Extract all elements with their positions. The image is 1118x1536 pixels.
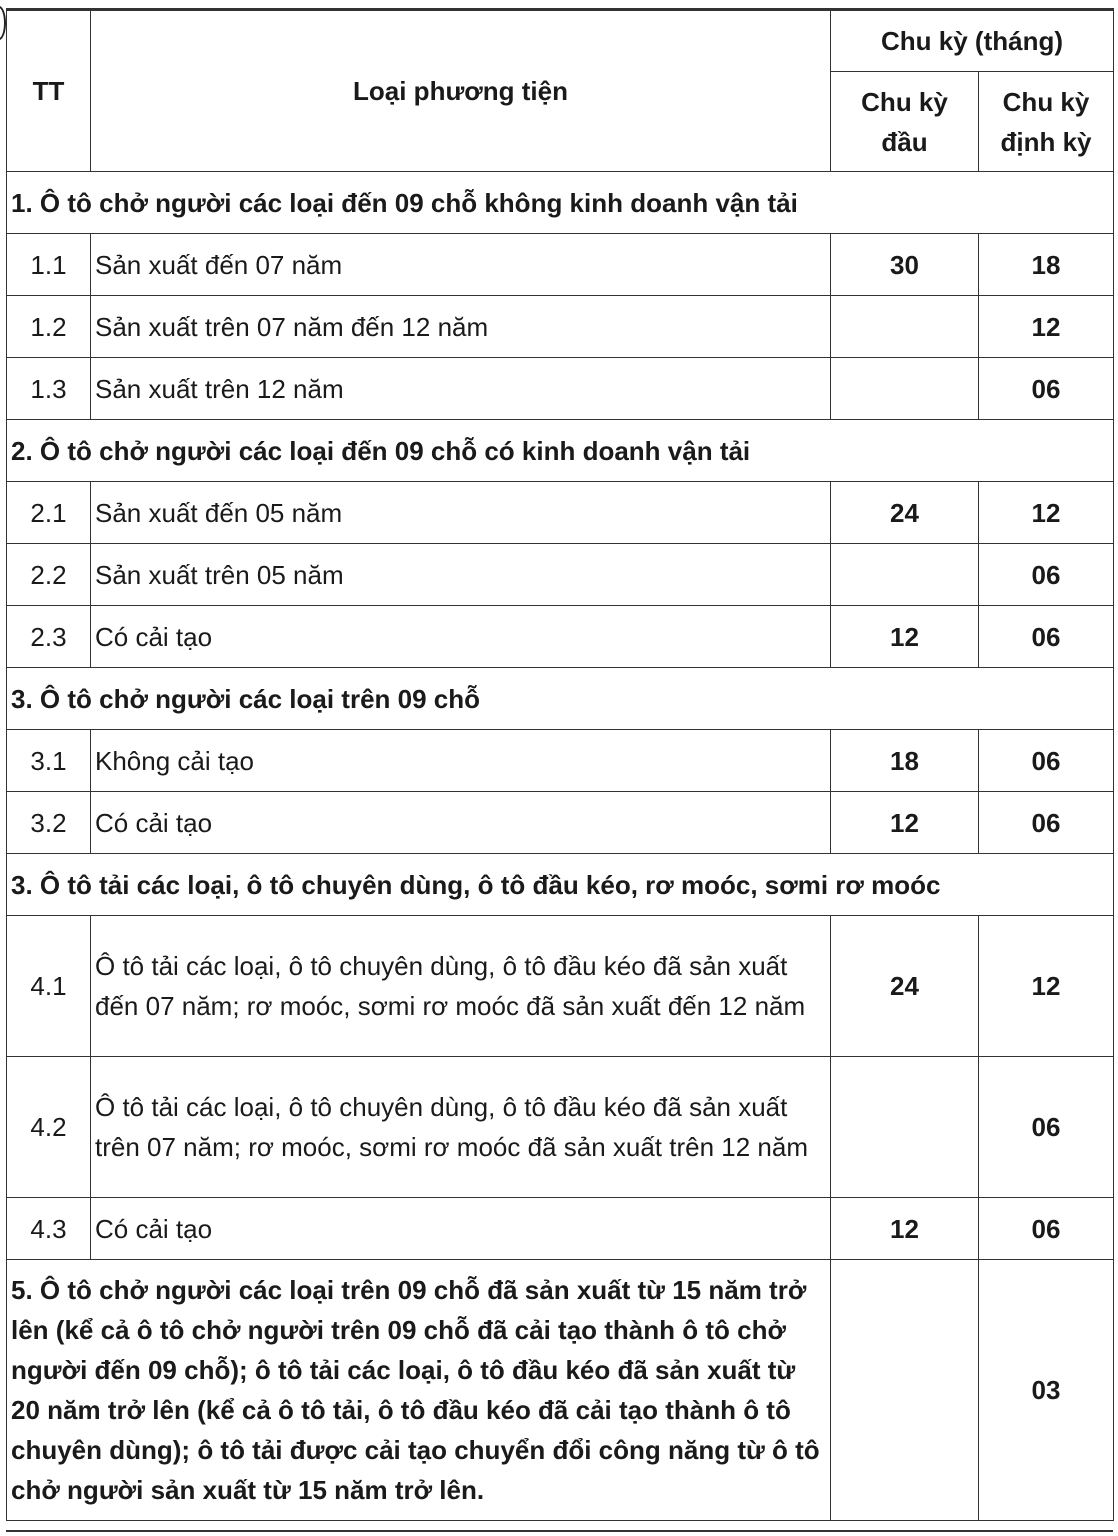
row-first-cycle: 12 [831, 606, 979, 668]
row-vehicle-type: Có cải tạo [91, 792, 831, 854]
row-periodic-cycle: 06 [979, 544, 1114, 606]
row-vehicle-type: Không cải tạo [91, 730, 831, 792]
row-vehicle-type: Sản xuất trên 12 năm [91, 358, 831, 420]
table-row [7, 606, 1114, 668]
table-row [7, 544, 1114, 606]
row-tt: 2.2 [7, 544, 91, 606]
row-vehicle-type: Ô tô tải các loại, ô tô chuyên dùng, ô tô đầu kéo đã sản xuất đến 07 năm; rơ moóc, sơmi rơ moóc đã sản xuất đến 12 năm [91, 916, 831, 1057]
group-title: 1. Ô tô chở người các loại đến 09 chỗ không kinh doanh vận tải [7, 172, 1114, 234]
group5-title: 5. Ô tô chở người các loại trên 09 chỗ đã sản xuất từ 15 năm trở lên (kể cả ô tô chở người trên 09 chỗ đã cải tạo thành ô tô chở người đến 09 chỗ); ô tô tải các loại, ô tô đầu kéo đã sản xuất từ 20 năm trở lên (kể cả ô tô tải, ô tô đầu kéo đã cải tạo thành ô tô chuyên dùng); ô tô tải được cải tạo chuyển đổi công năng từ ô tô chở người sản xuất từ 15 năm trở lên. [7, 1260, 831, 1521]
group5-periodic-cycle: 03 [979, 1260, 1114, 1521]
table-row [7, 730, 1114, 792]
row-tt: 4.2 [7, 1057, 91, 1198]
row-periodic-cycle: 06 [979, 730, 1114, 792]
row-vehicle-type: Ô tô tải các loại, ô tô chuyên dùng, ô tô đầu kéo đã sản xuất trên 07 năm; rơ moóc, sơmi rơ moóc đã sản xuất trên 12 năm [91, 1057, 831, 1198]
table-row [7, 1057, 1114, 1198]
row-first-cycle: 24 [831, 482, 979, 544]
row-periodic-cycle: 06 [979, 1198, 1114, 1260]
row-tt: 3.2 [7, 792, 91, 854]
row-first-cycle: 12 [831, 792, 979, 854]
row-periodic-cycle: 12 [979, 296, 1114, 358]
row-first-cycle [831, 544, 979, 606]
header-tt: TT [7, 10, 91, 172]
group5-first-cycle [831, 1260, 979, 1521]
table-row [7, 916, 1114, 1057]
row-tt: 1.1 [7, 234, 91, 296]
group-row [7, 172, 1114, 234]
header-periodic-cycle: Chu kỳ định kỳ [979, 72, 1114, 172]
row-first-cycle [831, 358, 979, 420]
row-vehicle-type: Sản xuất đến 05 năm [91, 482, 831, 544]
group-title: 3. Ô tô tải các loại, ô tô chuyên dùng, ô tô đầu kéo, rơ moóc, sơmi rơ moóc [7, 854, 1114, 916]
row-periodic-cycle: 18 [979, 234, 1114, 296]
table-row [7, 358, 1114, 420]
row-periodic-cycle: 06 [979, 792, 1114, 854]
row-first-cycle [831, 296, 979, 358]
row-first-cycle: 18 [831, 730, 979, 792]
header-first-cycle: Chu kỳ đầu [831, 72, 979, 172]
inspection-cycle-table [6, 8, 1114, 1521]
table-row [7, 1198, 1114, 1260]
table-row [7, 792, 1114, 854]
table-row [7, 296, 1114, 358]
group-row [7, 668, 1114, 730]
row-periodic-cycle: 12 [979, 482, 1114, 544]
row-first-cycle [831, 1057, 979, 1198]
row-tt: 3.1 [7, 730, 91, 792]
row-vehicle-type: Sản xuất trên 05 năm [91, 544, 831, 606]
row-first-cycle: 30 [831, 234, 979, 296]
row-vehicle-type: Có cải tạo [91, 606, 831, 668]
table-row [7, 482, 1114, 544]
row-tt: 2.1 [7, 482, 91, 544]
group-row [7, 854, 1114, 916]
row-first-cycle: 24 [831, 916, 979, 1057]
group-title: 3. Ô tô chở người các loại trên 09 chỗ [7, 668, 1114, 730]
row-tt: 1.2 [7, 296, 91, 358]
row-tt: 2.3 [7, 606, 91, 668]
row-vehicle-type: Sản xuất đến 07 năm [91, 234, 831, 296]
row-tt: 1.3 [7, 358, 91, 420]
row-periodic-cycle: 06 [979, 358, 1114, 420]
row-vehicle-type: Sản xuất trên 07 năm đến 12 năm [91, 296, 831, 358]
row-vehicle-type: Có cải tạo [91, 1198, 831, 1260]
row-periodic-cycle: 06 [979, 1057, 1114, 1198]
row-periodic-cycle: 06 [979, 606, 1114, 668]
row-tt: 4.1 [7, 916, 91, 1057]
header-cycle: Chu kỳ (tháng) [831, 10, 1114, 72]
group5-row [7, 1260, 1114, 1521]
header-vehicle-type: Loại phương tiện [91, 10, 831, 172]
bottom-rule [6, 1530, 1113, 1532]
group-row [7, 420, 1114, 482]
row-first-cycle: 12 [831, 1198, 979, 1260]
row-periodic-cycle: 12 [979, 916, 1114, 1057]
group-title: 2. Ô tô chở người các loại đến 09 chỗ có kinh doanh vận tải [7, 420, 1114, 482]
row-tt: 4.3 [7, 1198, 91, 1260]
table-row [7, 234, 1114, 296]
